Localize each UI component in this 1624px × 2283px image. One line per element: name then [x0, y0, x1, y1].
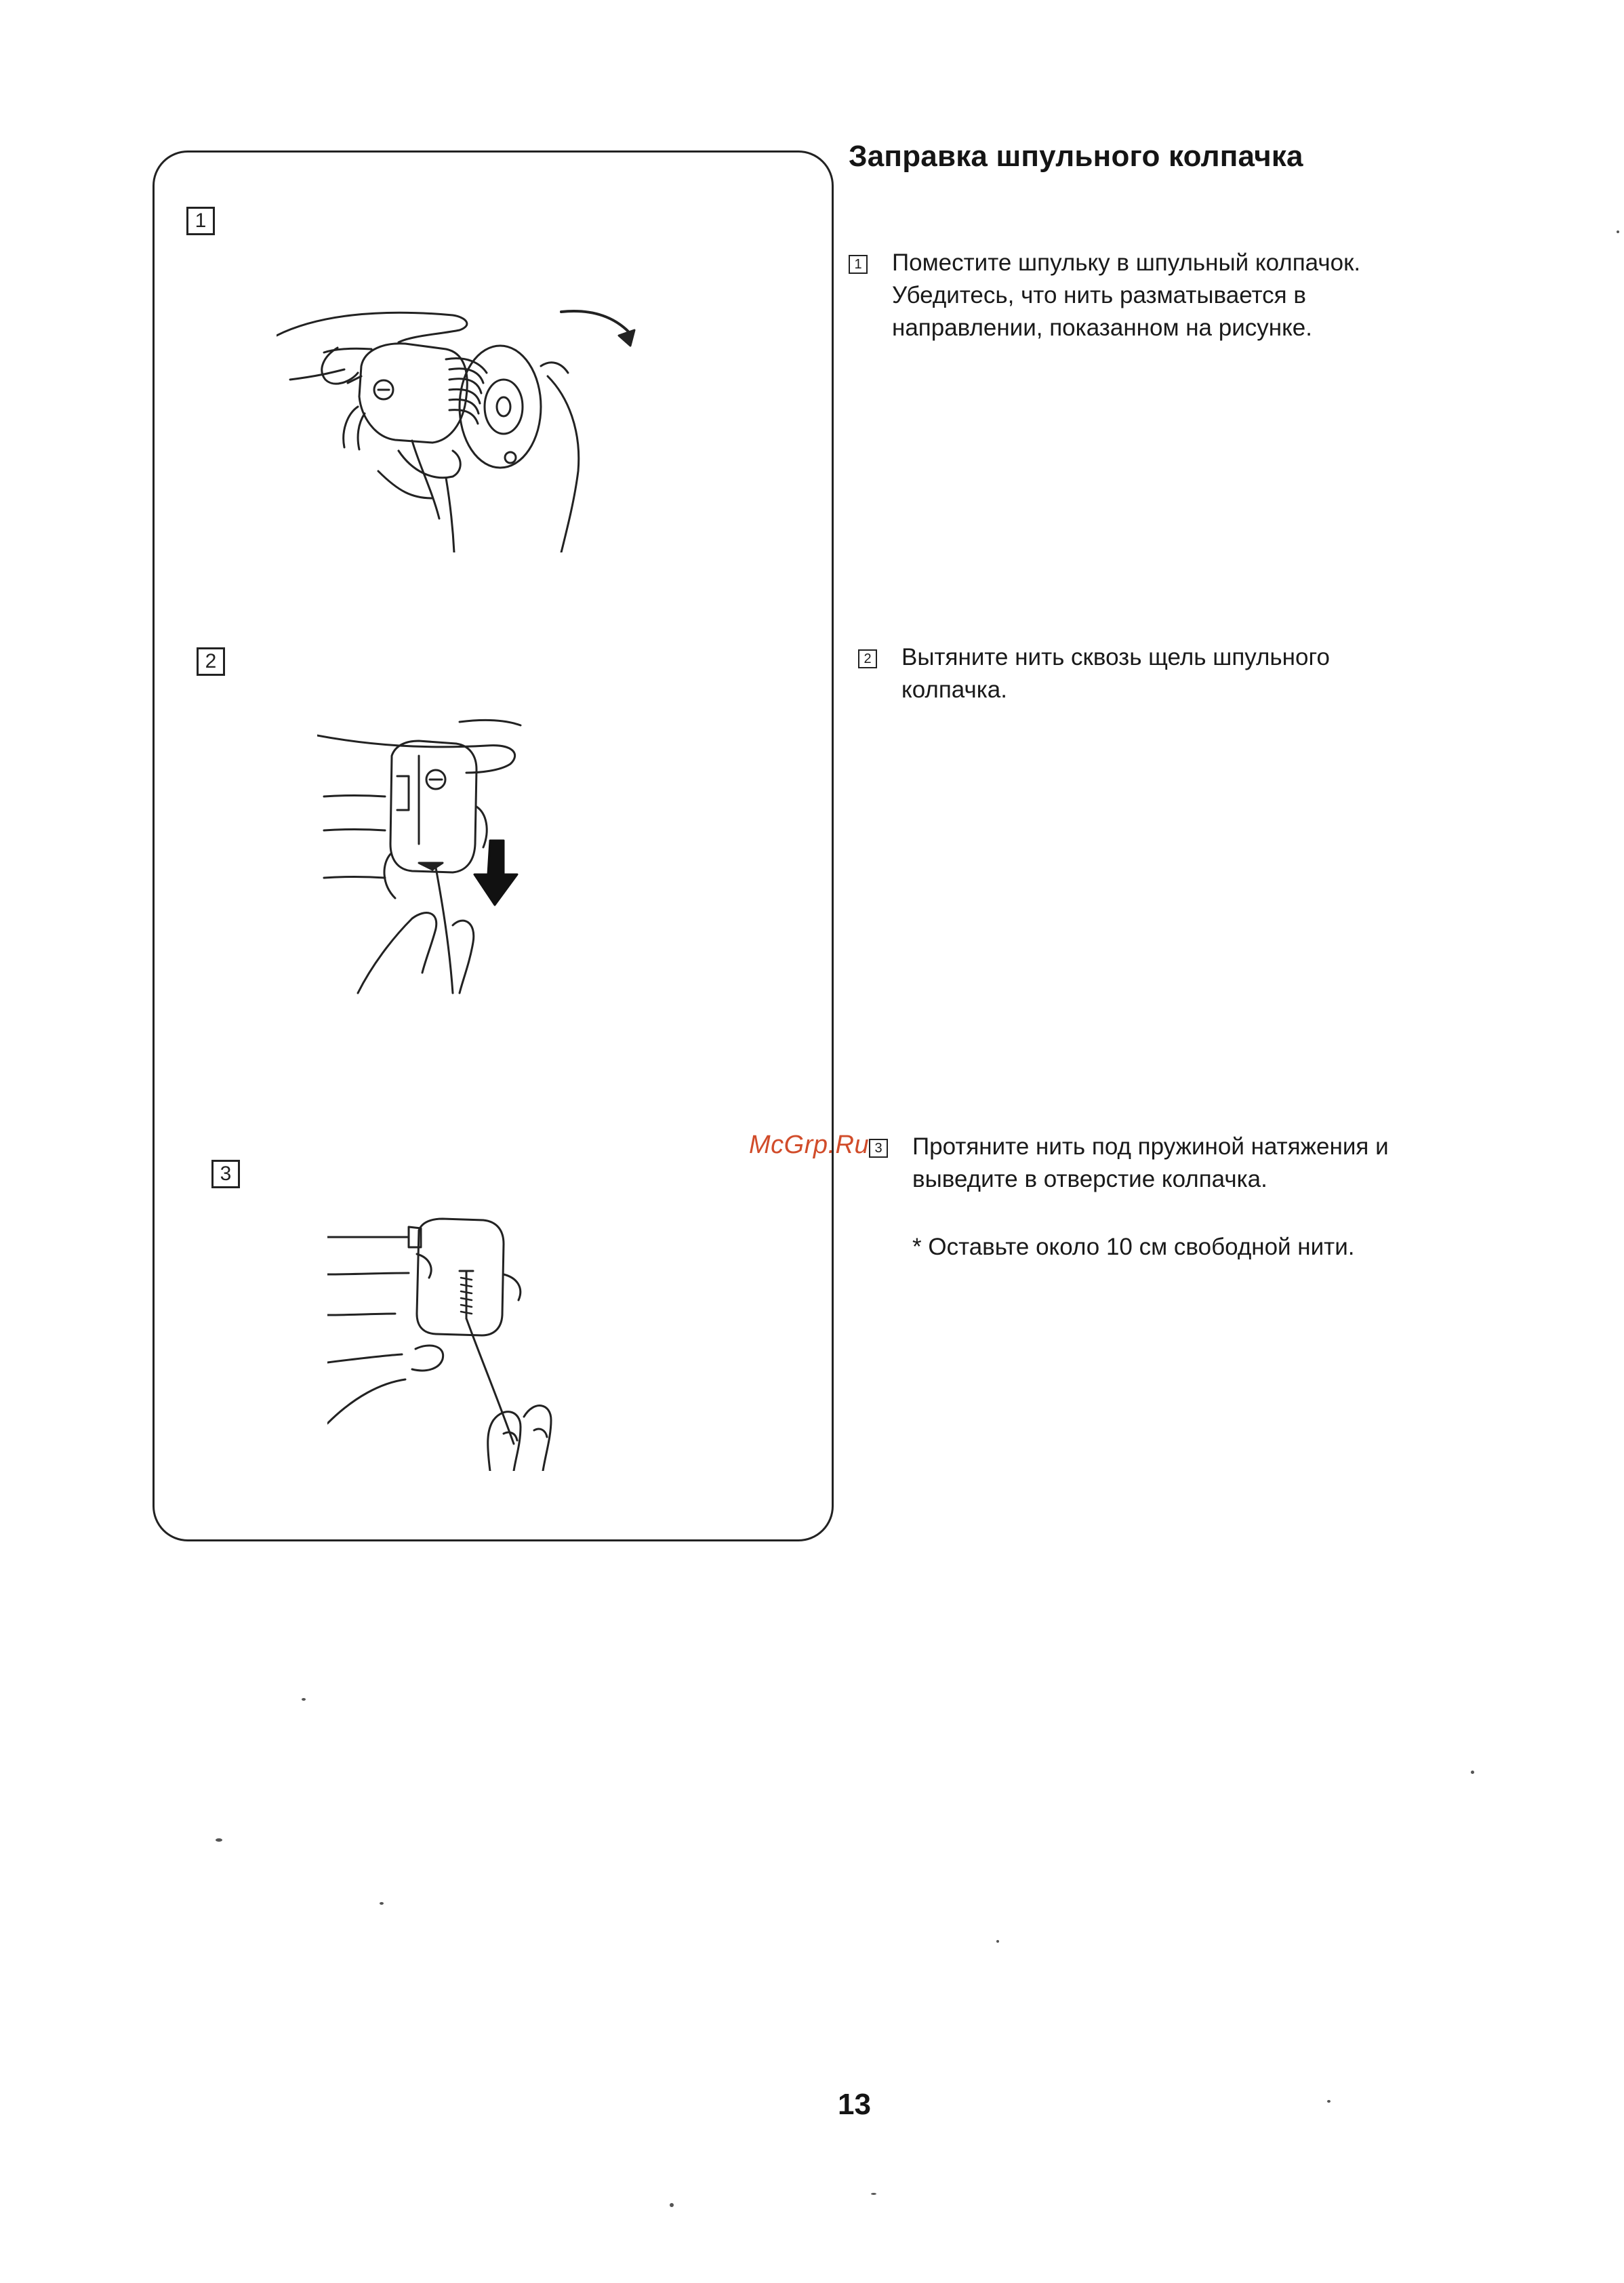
- scan-speck: [1617, 230, 1619, 233]
- step-3-text: [874, 1131, 1389, 1196]
- step-2-line-1: Вытяните нить сквозь щель шпульного: [901, 644, 1330, 670]
- step-1-line-1: Поместите шпульку в шпульный колпачок.: [892, 249, 1361, 276]
- scan-speck: [670, 2203, 674, 2207]
- page-number: 13: [838, 2088, 871, 2121]
- step-2-line-2: колпачка.: [901, 676, 1007, 703]
- scan-speck: [996, 1940, 999, 1943]
- thread-slot-illustration: [317, 708, 629, 1007]
- step-3-line-1: Протяните нить под пружиной натяжения и: [912, 1133, 1389, 1160]
- scan-speck: [380, 1902, 384, 1905]
- bobbin-insert-illustration: [277, 295, 656, 552]
- figure-label-3: 3: [211, 1160, 240, 1188]
- tension-spring-illustration: [327, 1200, 646, 1471]
- thread-length-note: * Оставьте около 10 см свободной нити.: [912, 1234, 1355, 1260]
- watermark: McGrp.Ru: [749, 1131, 870, 1159]
- scan-speck: [1471, 1771, 1474, 1774]
- step-1-text: [854, 247, 1361, 344]
- scan-speck: [1327, 2100, 1331, 2103]
- step-2-marker: 2: [858, 649, 877, 668]
- illustration-panel: [153, 150, 834, 1541]
- scan-speck: [871, 2193, 876, 2195]
- section-title: Заправка шпульного колпачка: [849, 140, 1303, 173]
- step-1-line-3: направлении, показанном на рисунке.: [892, 315, 1312, 341]
- figure-label-1: 1: [186, 207, 215, 235]
- step-1-line-2: Убедитесь, что нить разматывается в: [892, 282, 1306, 308]
- scan-speck: [216, 1838, 222, 1842]
- step-3-marker: 3: [869, 1139, 888, 1158]
- step-2-text: [864, 641, 1330, 706]
- scan-speck: [302, 1698, 306, 1701]
- step-1-marker: 1: [849, 255, 868, 274]
- figure-label-2: 2: [197, 647, 225, 676]
- step-3-line-2: выведите в отверстие колпачка.: [912, 1166, 1267, 1192]
